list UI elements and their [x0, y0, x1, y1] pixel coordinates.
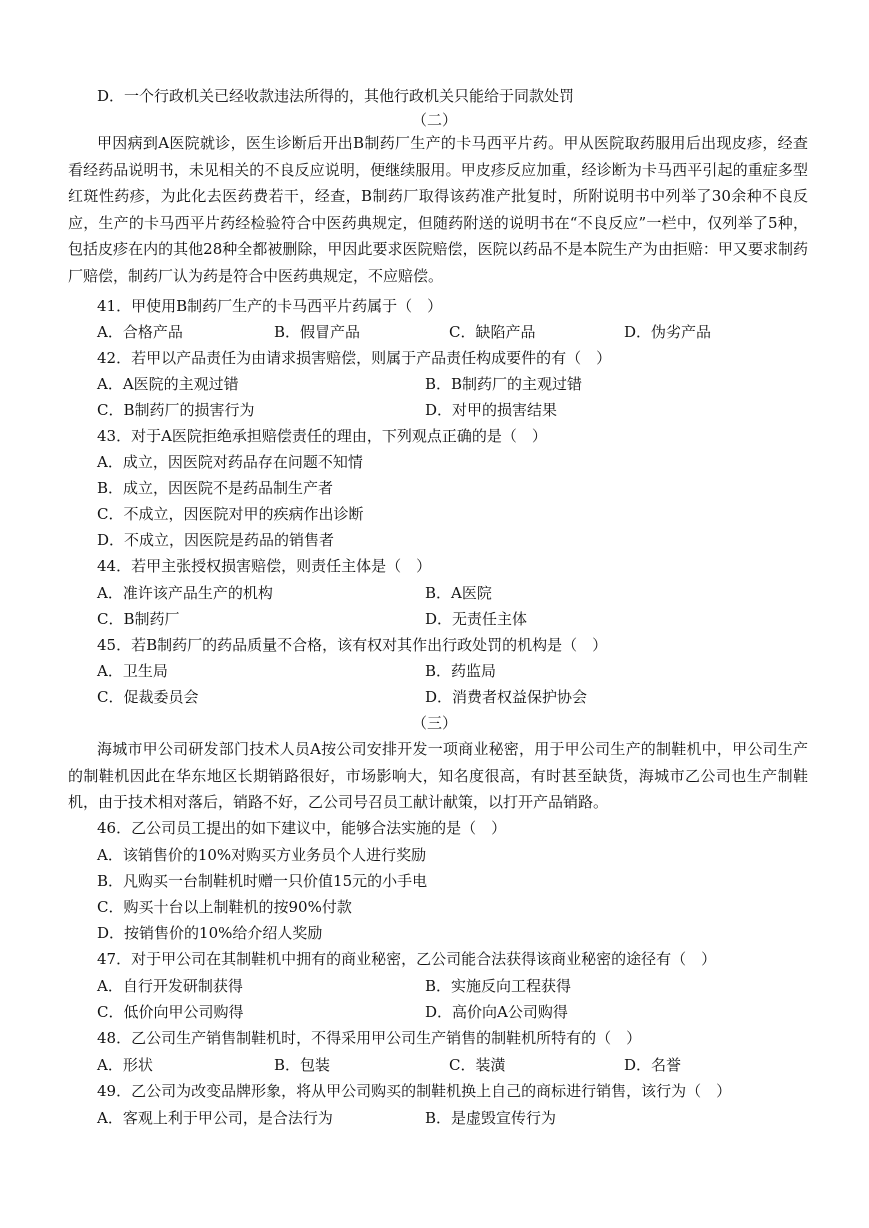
q45-option-c: C．促裁委员会 — [97, 688, 199, 706]
q43-option-b: B．成立，因医院不是药品制生产者 — [97, 479, 334, 497]
question-43: 43．对于A医院拒绝承担赔偿责任的理由，下列观点正确的是（ ） — [97, 427, 547, 445]
q47-option-d: D．高价向A公司购得 — [425, 1003, 568, 1021]
q48-option-d: D．名誉 — [624, 1056, 682, 1074]
question-45: 45．若B制药厂的药品质量不合格，该有权对其作出行政处罚的机构是（ ） — [97, 636, 608, 654]
q43-option-a: A．成立，因医院对药品存在问题不知情 — [97, 453, 363, 471]
q49-option-a: A．客观上利于甲公司，是合法行为 — [97, 1109, 333, 1127]
q43-option-c: C．不成立，因医院对甲的疾病作出诊断 — [97, 505, 364, 523]
q46-option-c: C．购买十台以上制鞋机的按90%付款 — [97, 898, 352, 916]
question-47: 47．对于甲公司在其制鞋机中拥有的商业秘密，乙公司能合法获得该商业秘密的途径有（ ） — [97, 950, 717, 968]
q43-option-d: D．不成立，因医院是药品的销售者 — [97, 531, 335, 549]
q46-option-d: D．按销售价的10%给介绍人奖励 — [97, 924, 323, 942]
q47-option-a: A．自行开发研制获得 — [97, 977, 243, 995]
option-d-previous-question: D．一个行政机关已经收款违法所得的，其他行政机关只能给于同款处罚 — [97, 87, 575, 105]
case-description-2: 甲因病到A医院就诊，医生诊断后开出B制药厂生产的卡马西平片药。甲从医院取药服用后出现皮疹，经查看经药品说明书，未见相关的不良反应说明，便继续服用。甲皮疹反应加重，经诊断为卡马西平引起的重症多型红斑性药疹，为此化去医药费若干，经查，B制药厂取得该药准产批复时，所附说明书中列举了30余种不良反应，生产的卡马西平片药经检验符合中医药典规定，但随药附送的说明书在“不良反应”一栏中，仅列举了5种，包括皮疹在内的其他28种全都被删除，甲因此要求医院赔偿，医院以药品不是本院生产为由拒赔：甲又要求制药厂赔偿，制药厂认为药是符合中医药典规定，不应赔偿。 — [68, 134, 808, 285]
section-heading-3: （三） — [411, 714, 457, 732]
q42-option-b: B．B制药厂的主观过错 — [425, 375, 583, 393]
q44-option-b: B．A医院 — [425, 584, 492, 602]
question-48: 48．乙公司生产销售制鞋机时，不得采用甲公司生产销售的制鞋机所特有的（ ） — [97, 1029, 642, 1047]
q47-option-b: B．实施反向工程获得 — [425, 977, 572, 995]
question-41: 41．甲使用B制药厂生产的卡马西平片药属于（ ） — [97, 297, 443, 315]
q41-option-a: A．合格产品 — [97, 323, 183, 341]
q41-option-d: D．伪劣产品 — [624, 323, 712, 341]
q45-option-b: B．药监局 — [425, 662, 497, 680]
q47-option-c: C．低价向甲公司购得 — [97, 1003, 244, 1021]
q49-option-b: B．是虚毁宣传行为 — [425, 1109, 557, 1127]
q44-option-d: D．无责任主体 — [425, 610, 528, 628]
question-46: 46．乙公司员工提出的如下建议中，能够合法实施的是（ ） — [97, 819, 507, 837]
q48-option-c: C．装潢 — [449, 1056, 506, 1074]
q46-option-a: A．该销售价的10%对购买方业务员个人进行奖励 — [97, 846, 427, 864]
q44-option-c: C．B制药厂 — [97, 610, 180, 628]
q42-option-d: D．对甲的损害结果 — [425, 401, 558, 419]
q48-option-a: A．形状 — [97, 1056, 153, 1074]
q42-option-c: C．B制药厂的损害行为 — [97, 401, 255, 419]
question-49: 49．乙公司为改变品牌形象，将从甲公司购买的制鞋机换上自己的商标进行销售，该行为（ ） — [97, 1082, 732, 1100]
question-42: 42．若甲以产品责任为由请求损害赔偿，则属于产品责任构成要件的有（ ） — [97, 349, 612, 367]
section-heading-2: （二） — [411, 111, 457, 129]
q48-option-b: B．包装 — [274, 1056, 331, 1074]
q45-option-a: A．卫生局 — [97, 662, 168, 680]
q41-option-c: C．缺陷产品 — [449, 323, 536, 341]
q46-option-b: B．凡购买一台制鞋机时赠一只价值15元的小手电 — [97, 872, 428, 890]
q41-option-b: B．假冒产品 — [274, 323, 361, 341]
q44-option-a: A．准许该产品生产的机构 — [97, 584, 273, 602]
case-description-3: 海城市甲公司研发部门技术人员A按公司安排开发一项商业秘密，用于甲公司生产的制鞋机中，甲公司生产的制鞋机因此在华东地区长期销路很好，市场影响大，知名度很高，有时甚至缺货，海城市乙公司也生产制鞋机，由于技术相对落后，销路不好，乙公司号召员工献计献策，以打开产品销路。 — [68, 740, 808, 812]
q45-option-d: D．消费者权益保护协会 — [425, 688, 588, 706]
question-44: 44．若甲主张授权损害赔偿，则责任主体是（ ） — [97, 557, 432, 575]
q42-option-a: A．A医院的主观过错 — [97, 375, 239, 393]
